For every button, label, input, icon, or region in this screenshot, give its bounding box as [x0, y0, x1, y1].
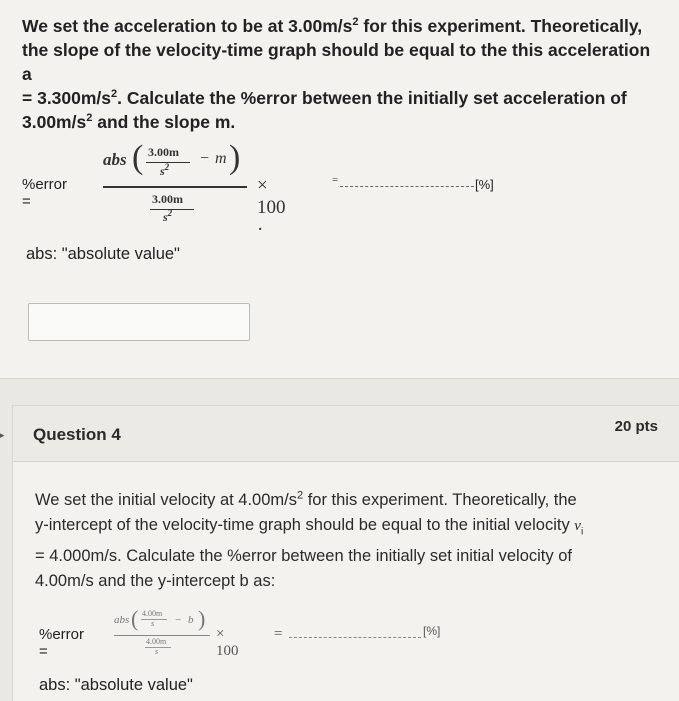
q3-line1: We set the acceleration to be at 3.00m/s — [22, 16, 353, 36]
q4-den-bottom: s — [155, 647, 159, 656]
q4-var-sub: i — [580, 525, 584, 537]
q4-answer-blank — [289, 637, 421, 638]
q4-times-100: × 100 — [216, 626, 239, 659]
q3-right-paren: ) — [229, 139, 241, 176]
q4-abs-note: abs: "absolute value" — [39, 676, 193, 694]
q3-line4-sup: 2 — [86, 112, 93, 125]
q3-times-100: × 100 · — [257, 175, 286, 240]
q3-den-bottom: $s^2$ — [163, 208, 173, 224]
q3-num-frac-top: 3.00m — [148, 145, 179, 159]
q3-answer-input[interactable] — [28, 303, 250, 341]
q3-left-paren: ( — [132, 139, 144, 176]
q4-line1-end: for this experiment. Theoretically, the — [303, 491, 577, 509]
q4-equals: = — [274, 626, 283, 642]
q4-line2: y-intercept of the velocity-time graph should be equal to the initial velocity — [35, 515, 575, 534]
question-4-title: Question 4 — [33, 425, 121, 444]
q3-line4: 3.00m/s — [22, 112, 87, 132]
q4-line4: 4.00m/s and the y-intercept b as: — [35, 571, 276, 590]
q3-main-frac-bar — [103, 186, 247, 188]
q4-var-b: b — [188, 614, 194, 626]
q4-minus: − — [175, 614, 182, 626]
q4-formula-label: %error = — [39, 626, 85, 660]
q3-minus: − — [200, 150, 210, 167]
q3-line1-end: for this experiment. Theoretically, — [358, 16, 643, 36]
q4-main-frac-bar — [114, 635, 210, 636]
q3-abs-note: abs: "absolute value" — [26, 245, 180, 263]
q4-line1-sup: 2 — [296, 489, 304, 502]
q3-line4-end: and the slope m. — [92, 112, 236, 132]
q4-left-paren: ( — [131, 606, 139, 631]
question-4-points: 20 pts — [614, 418, 658, 435]
q3-formula-label: %error = — [22, 176, 68, 210]
q4-unit: [%] — [423, 624, 441, 638]
q3-equals: = — [332, 174, 339, 186]
q3-answer-blank — [340, 186, 474, 187]
q3-var-m: m — [215, 150, 227, 167]
question-3-text — [22, 14, 662, 134]
q4-line3: = 4.000m/s. Calculate the %error between the initially set initial velocity of — [35, 547, 572, 566]
q3-num-frac-bottom: $s^2$ — [160, 162, 170, 178]
q3-line3: = 3.300m/s — [22, 88, 112, 108]
question-flag-icon: ▸ — [0, 430, 5, 440]
question-4-text — [35, 488, 655, 593]
q4-den-top: 4.00m — [146, 637, 167, 646]
q3-line2: the slope of the velocity-time graph should be equal to the this acceleration a — [22, 40, 651, 84]
q4-line1: We set the initial velocity at 4.00m/s — [35, 491, 297, 509]
q4-right-paren: ) — [198, 606, 206, 631]
q3-line1-sup: 2 — [352, 16, 359, 29]
q4-abs-label: abs — [114, 614, 130, 626]
q3-line3-end: . Calculate the %error between the initially set acceleration of — [117, 88, 627, 108]
question-4-card — [12, 405, 679, 701]
q3-unit: [%] — [475, 177, 494, 192]
q4-num-frac-bottom: s — [151, 619, 155, 628]
q4-num-frac-top: 4.00m — [142, 609, 163, 618]
question-4-header — [13, 406, 679, 462]
q4-var-v: v — [574, 517, 581, 534]
q3-line3-sup: 2 — [111, 88, 118, 101]
q3-abs-label: abs — [103, 150, 127, 169]
q3-den-top: 3.00m — [152, 192, 183, 206]
